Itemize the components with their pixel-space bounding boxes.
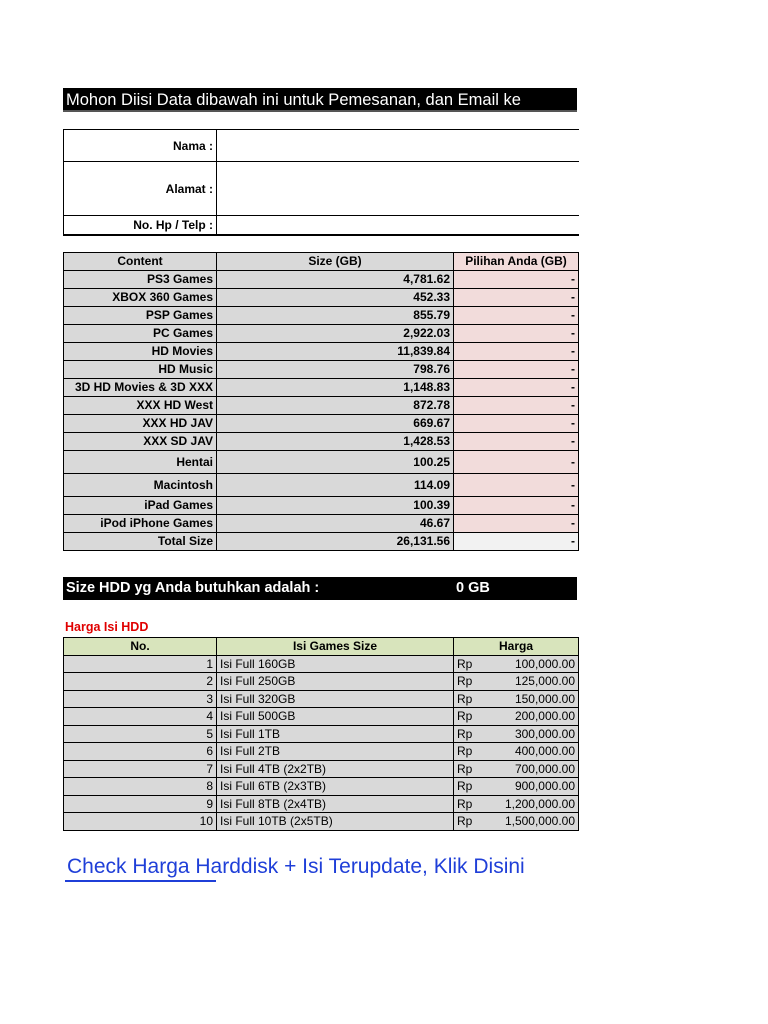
price-currency: Rp xyxy=(454,795,488,813)
price-amount: 300,000.00 xyxy=(488,725,579,743)
content-name: XXX HD JAV xyxy=(64,415,217,433)
content-name: iPad Games xyxy=(64,497,217,515)
form-row-alamat xyxy=(64,162,579,216)
price-amount: 150,000.00 xyxy=(488,690,579,708)
harga-header: Harga xyxy=(454,638,579,656)
price-currency: Rp xyxy=(454,690,488,708)
content-pilihan[interactable]: - xyxy=(454,433,579,451)
content-name: XBOX 360 Games xyxy=(64,289,217,307)
content-pilihan[interactable]: - xyxy=(454,533,579,551)
price-no: 6 xyxy=(64,743,217,761)
price-currency: Rp xyxy=(454,743,488,761)
content-size: 26,131.56 xyxy=(217,533,454,551)
content-pilihan[interactable]: - xyxy=(454,515,579,533)
price-currency: Rp xyxy=(454,708,488,726)
content-size: 1,148.83 xyxy=(217,379,454,397)
content-row xyxy=(64,379,579,397)
content-pilihan[interactable]: - xyxy=(454,343,579,361)
content-size: 11,839.84 xyxy=(217,343,454,361)
content-size: 2,922.03 xyxy=(217,325,454,343)
price-row xyxy=(64,778,579,796)
price-currency: Rp xyxy=(454,673,488,691)
hdd-size-summary xyxy=(63,577,577,600)
content-pilihan[interactable]: - xyxy=(454,379,579,397)
price-size: Isi Full 160GB xyxy=(217,655,454,673)
content-size: 669.67 xyxy=(217,415,454,433)
content-row xyxy=(64,451,579,474)
price-amount: 400,000.00 xyxy=(488,743,579,761)
content-name: XXX HD West xyxy=(64,397,217,415)
content-size: 100.25 xyxy=(217,451,454,474)
price-currency: Rp xyxy=(454,813,488,831)
price-size: Isi Full 8TB (2x4TB) xyxy=(217,795,454,813)
content-row xyxy=(64,325,579,343)
check-harga-link[interactable]: Check Harga Harddisk + Isi Terupdate, Klik Disini xyxy=(67,855,525,878)
price-size: Isi Full 4TB (2x2TB) xyxy=(217,760,454,778)
nama-field[interactable] xyxy=(217,130,579,162)
content-name: iPod iPhone Games xyxy=(64,515,217,533)
price-row xyxy=(64,743,579,761)
size-header: Size (GB) xyxy=(217,253,454,271)
price-size: Isi Full 6TB (2x3TB) xyxy=(217,778,454,796)
price-size: Isi Full 500GB xyxy=(217,708,454,726)
price-size: Isi Full 320GB xyxy=(217,690,454,708)
price-row xyxy=(64,813,579,831)
price-currency: Rp xyxy=(454,760,488,778)
no-header: No. xyxy=(64,638,217,656)
price-no: 5 xyxy=(64,725,217,743)
content-pilihan[interactable]: - xyxy=(454,474,579,497)
form-row-hp xyxy=(64,216,579,235)
price-currency: Rp xyxy=(454,725,488,743)
price-size: Isi Full 250GB xyxy=(217,673,454,691)
content-name: Hentai xyxy=(64,451,217,474)
content-row xyxy=(64,515,579,533)
content-row xyxy=(64,307,579,325)
content-row xyxy=(64,497,579,515)
price-amount: 700,000.00 xyxy=(488,760,579,778)
content-name: XXX SD JAV xyxy=(64,433,217,451)
content-size: 855.79 xyxy=(217,307,454,325)
content-pilihan[interactable]: - xyxy=(454,289,579,307)
content-name: Total Size xyxy=(64,533,217,551)
content-name: PS3 Games xyxy=(64,271,217,289)
content-row xyxy=(64,397,579,415)
content-table xyxy=(63,252,579,551)
price-no: 9 xyxy=(64,795,217,813)
nama-label: Nama : xyxy=(64,130,217,162)
order-form xyxy=(63,129,579,236)
content-row xyxy=(64,533,579,551)
content-size: 114.09 xyxy=(217,474,454,497)
isi-size-header: Isi Games Size xyxy=(217,638,454,656)
content-name: PC Games xyxy=(64,325,217,343)
content-pilihan[interactable]: - xyxy=(454,271,579,289)
content-row xyxy=(64,415,579,433)
price-currency: Rp xyxy=(454,778,488,796)
content-size: 872.78 xyxy=(217,397,454,415)
hp-label: No. Hp / Telp : xyxy=(64,216,217,235)
content-size: 1,428.53 xyxy=(217,433,454,451)
price-size: Isi Full 1TB xyxy=(217,725,454,743)
price-no: 7 xyxy=(64,760,217,778)
price-amount: 200,000.00 xyxy=(488,708,579,726)
price-currency: Rp xyxy=(454,655,488,673)
content-size: 452.33 xyxy=(217,289,454,307)
hp-field[interactable] xyxy=(217,216,579,235)
price-amount: 900,000.00 xyxy=(488,778,579,796)
price-no: 1 xyxy=(64,655,217,673)
price-size: Isi Full 10TB (2x5TB) xyxy=(217,813,454,831)
content-pilihan[interactable]: - xyxy=(454,451,579,474)
content-header-row xyxy=(64,253,579,271)
content-name: PSP Games xyxy=(64,307,217,325)
price-no: 8 xyxy=(64,778,217,796)
content-pilihan[interactable]: - xyxy=(454,397,579,415)
content-name: Macintosh xyxy=(64,474,217,497)
price-row xyxy=(64,655,579,673)
content-row xyxy=(64,361,579,379)
content-size: 46.67 xyxy=(217,515,454,533)
page-title: Mohon Diisi Data dibawah ini untuk Pemesanan, dan Email ke xyxy=(63,88,577,112)
content-row xyxy=(64,474,579,497)
content-name: HD Music xyxy=(64,361,217,379)
content-row xyxy=(64,271,579,289)
harga-label: Harga Isi HDD xyxy=(65,620,149,634)
summary-label: Size HDD yg Anda butuhkan adalah : xyxy=(66,580,320,596)
content-size: 798.76 xyxy=(217,361,454,379)
content-pilihan[interactable]: - xyxy=(454,307,579,325)
form-row-nama xyxy=(64,130,579,162)
price-row xyxy=(64,760,579,778)
content-pilihan[interactable]: - xyxy=(454,361,579,379)
content-pilihan[interactable]: - xyxy=(454,497,579,515)
price-row xyxy=(64,795,579,813)
price-row xyxy=(64,725,579,743)
content-header: Content xyxy=(64,253,217,271)
content-size: 100.39 xyxy=(217,497,454,515)
price-amount: 1,500,000.00 xyxy=(488,813,579,831)
price-no: 10 xyxy=(64,813,217,831)
content-name: 3D HD Movies & 3D XXX xyxy=(64,379,217,397)
content-pilihan[interactable]: - xyxy=(454,415,579,433)
price-amount: 125,000.00 xyxy=(488,673,579,691)
price-no: 3 xyxy=(64,690,217,708)
content-name: HD Movies xyxy=(64,343,217,361)
content-size: 4,781.62 xyxy=(217,271,454,289)
price-no: 4 xyxy=(64,708,217,726)
content-row xyxy=(64,289,579,307)
price-size: Isi Full 2TB xyxy=(217,743,454,761)
summary-value: 0 GB xyxy=(456,580,490,596)
price-table xyxy=(63,637,579,831)
content-pilihan[interactable]: - xyxy=(454,325,579,343)
price-row xyxy=(64,673,579,691)
alamat-label: Alamat : xyxy=(64,162,217,216)
content-row xyxy=(64,433,579,451)
pilihan-header: Pilihan Anda (GB) xyxy=(454,253,579,271)
price-row xyxy=(64,708,579,726)
price-no: 2 xyxy=(64,673,217,691)
content-row xyxy=(64,343,579,361)
price-header-row xyxy=(64,638,579,656)
alamat-field[interactable] xyxy=(217,162,579,216)
link-underline xyxy=(65,880,216,882)
price-amount: 1,200,000.00 xyxy=(488,795,579,813)
price-amount: 100,000.00 xyxy=(488,655,579,673)
price-row xyxy=(64,690,579,708)
